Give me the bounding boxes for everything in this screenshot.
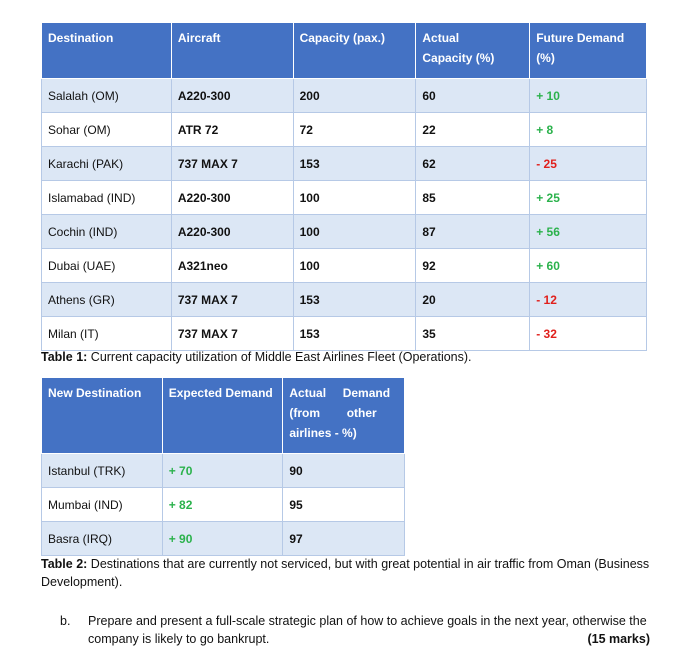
cell-actual-demand-value: 90 — [289, 464, 303, 478]
header-new-destination: New Destination — [42, 378, 163, 454]
header-capacity: Capacity (pax.) — [293, 23, 416, 79]
cell-actual-value: 22 — [422, 123, 436, 137]
cell-capacity — [293, 317, 416, 351]
cell-actual-demand — [283, 454, 405, 488]
cell-capacity — [293, 181, 416, 215]
cell-actual-value: 60 — [422, 89, 436, 103]
cell-aircraft-value: A321neo — [177, 259, 228, 273]
table-row — [42, 249, 647, 283]
cell-destination — [42, 147, 172, 181]
cell-actual — [416, 317, 530, 351]
table-row — [42, 113, 647, 147]
table-row — [42, 147, 647, 181]
cell-actual-demand — [283, 488, 405, 522]
table-row — [42, 488, 405, 522]
cell-future-demand-value: + 10 — [536, 89, 560, 103]
cell-aircraft-value: A220-300 — [177, 89, 231, 103]
cell-actual — [416, 147, 530, 181]
cell-new-destination-value: Basra (IRQ) — [48, 532, 113, 546]
cell-new-destination — [42, 522, 163, 556]
table2-caption-label: Table 2: — [41, 557, 88, 571]
cell-expected-demand-value: + 70 — [168, 464, 193, 478]
cell-actual-demand-value: 95 — [289, 498, 303, 512]
cell-capacity-value: 72 — [299, 123, 313, 137]
table-row — [42, 522, 405, 556]
cell-aircraft — [171, 317, 293, 351]
cell-capacity — [293, 79, 416, 113]
cell-destination — [42, 317, 172, 351]
cell-capacity-value: 200 — [299, 89, 320, 103]
cell-future-demand — [530, 113, 647, 147]
cell-future-demand — [530, 317, 647, 351]
fleet-capacity-table — [41, 22, 647, 351]
table-header-row — [42, 378, 405, 454]
cell-aircraft — [171, 283, 293, 317]
cell-expected-demand — [162, 488, 283, 522]
cell-future-demand-value: - 25 — [536, 157, 557, 171]
cell-destination-value: Karachi (PAK) — [48, 157, 124, 171]
cell-aircraft — [171, 79, 293, 113]
cell-actual — [416, 113, 530, 147]
cell-destination-value: Milan (IT) — [48, 327, 99, 341]
cell-destination-value: Salalah (OM) — [48, 89, 119, 103]
table-row — [42, 317, 647, 351]
cell-future-demand-value: - 32 — [536, 327, 557, 341]
cell-aircraft-value: A220-300 — [177, 191, 231, 205]
cell-future-demand-value: + 56 — [536, 225, 560, 239]
header-actual-capacity: Actual Capacity (%) — [416, 23, 530, 79]
header-expected-demand: Expected Demand — [162, 378, 283, 454]
cell-capacity — [293, 147, 416, 181]
cell-future-demand-value: + 8 — [536, 123, 554, 137]
table-row — [42, 181, 647, 215]
cell-actual-demand-value: 97 — [289, 532, 303, 546]
question-text: Prepare and present a full-scale strategic plan of how to achieve goals in the next year, otherwise the company is likely to go bankrupt. — [88, 614, 647, 646]
cell-capacity-value: 100 — [299, 259, 320, 273]
table1-caption-text: Current capacity utilization of Middle East Airlines Fleet (Operations). — [87, 350, 472, 364]
cell-future-demand-value: + 60 — [536, 259, 560, 273]
table2-caption — [41, 555, 651, 591]
cell-aircraft-value: ATR 72 — [177, 123, 219, 137]
cell-aircraft-value: A220-300 — [177, 225, 231, 239]
cell-capacity-value: 100 — [299, 225, 320, 239]
table1-caption — [41, 348, 472, 366]
cell-actual-demand — [283, 522, 405, 556]
table-row — [42, 283, 647, 317]
cell-destination — [42, 249, 172, 283]
cell-capacity-value: 153 — [299, 327, 320, 341]
header-actual-demand: Actual Demand (from other airlines - %) — [283, 378, 405, 454]
cell-capacity-value: 100 — [299, 191, 320, 205]
cell-aircraft — [171, 147, 293, 181]
new-destinations-table — [41, 377, 405, 556]
cell-new-destination-value: Istanbul (TRK) — [48, 464, 126, 478]
table-row — [42, 215, 647, 249]
cell-destination — [42, 79, 172, 113]
cell-actual — [416, 283, 530, 317]
cell-aircraft — [171, 249, 293, 283]
header-destination: Destination — [42, 23, 172, 79]
cell-aircraft — [171, 113, 293, 147]
cell-future-demand — [530, 181, 647, 215]
cell-actual-value: 35 — [422, 327, 436, 341]
cell-destination — [42, 181, 172, 215]
cell-expected-demand — [162, 522, 283, 556]
cell-destination — [42, 215, 172, 249]
cell-aircraft — [171, 215, 293, 249]
cell-destination-value: Sohar (OM) — [48, 123, 111, 137]
cell-actual — [416, 181, 530, 215]
question-letter: b. — [60, 614, 71, 628]
cell-aircraft-value: 737 MAX 7 — [177, 293, 238, 307]
cell-actual — [416, 79, 530, 113]
cell-new-destination — [42, 488, 163, 522]
cell-capacity-value: 153 — [299, 293, 320, 307]
cell-future-demand — [530, 283, 647, 317]
table-row — [42, 454, 405, 488]
table1-caption-label: Table 1: — [41, 350, 88, 364]
cell-destination-value: Cochin (IND) — [48, 225, 118, 239]
cell-actual — [416, 249, 530, 283]
cell-capacity — [293, 249, 416, 283]
cell-actual-value: 62 — [422, 157, 436, 171]
cell-destination — [42, 283, 172, 317]
table-row — [42, 79, 647, 113]
cell-future-demand-value: - 12 — [536, 293, 557, 307]
cell-future-demand-value: + 25 — [536, 191, 560, 205]
table2-caption-text: Destinations that are currently not serviced, but with great potential in air traffic from Oman (Business Development). — [41, 557, 650, 589]
cell-capacity — [293, 215, 416, 249]
cell-actual — [416, 215, 530, 249]
cell-destination — [42, 113, 172, 147]
cell-aircraft — [171, 181, 293, 215]
cell-actual-value: 85 — [422, 191, 436, 205]
cell-destination-value: Dubai (UAE) — [48, 259, 116, 273]
cell-expected-demand — [162, 454, 283, 488]
question-b — [60, 612, 650, 648]
cell-future-demand — [530, 249, 647, 283]
cell-capacity — [293, 113, 416, 147]
header-future-demand: Future Demand (%) — [530, 23, 647, 79]
cell-aircraft-value: 737 MAX 7 — [177, 157, 238, 171]
cell-expected-demand-value: + 82 — [168, 498, 193, 512]
cell-actual-value: 87 — [422, 225, 436, 239]
cell-actual-value: 20 — [422, 293, 436, 307]
cell-new-destination-value: Mumbai (IND) — [48, 498, 123, 512]
cell-destination-value: Islamabad (IND) — [48, 191, 136, 205]
cell-destination-value: Athens (GR) — [48, 293, 115, 307]
question-marks: (15 marks) — [587, 632, 650, 646]
header-aircraft: Aircraft — [171, 23, 293, 79]
cell-future-demand — [530, 215, 647, 249]
cell-capacity-value: 153 — [299, 157, 320, 171]
cell-new-destination — [42, 454, 163, 488]
cell-expected-demand-value: + 90 — [168, 532, 193, 546]
cell-future-demand — [530, 147, 647, 181]
cell-capacity — [293, 283, 416, 317]
table-header-row — [42, 23, 647, 79]
cell-future-demand — [530, 79, 647, 113]
cell-aircraft-value: 737 MAX 7 — [177, 327, 238, 341]
cell-actual-value: 92 — [422, 259, 436, 273]
